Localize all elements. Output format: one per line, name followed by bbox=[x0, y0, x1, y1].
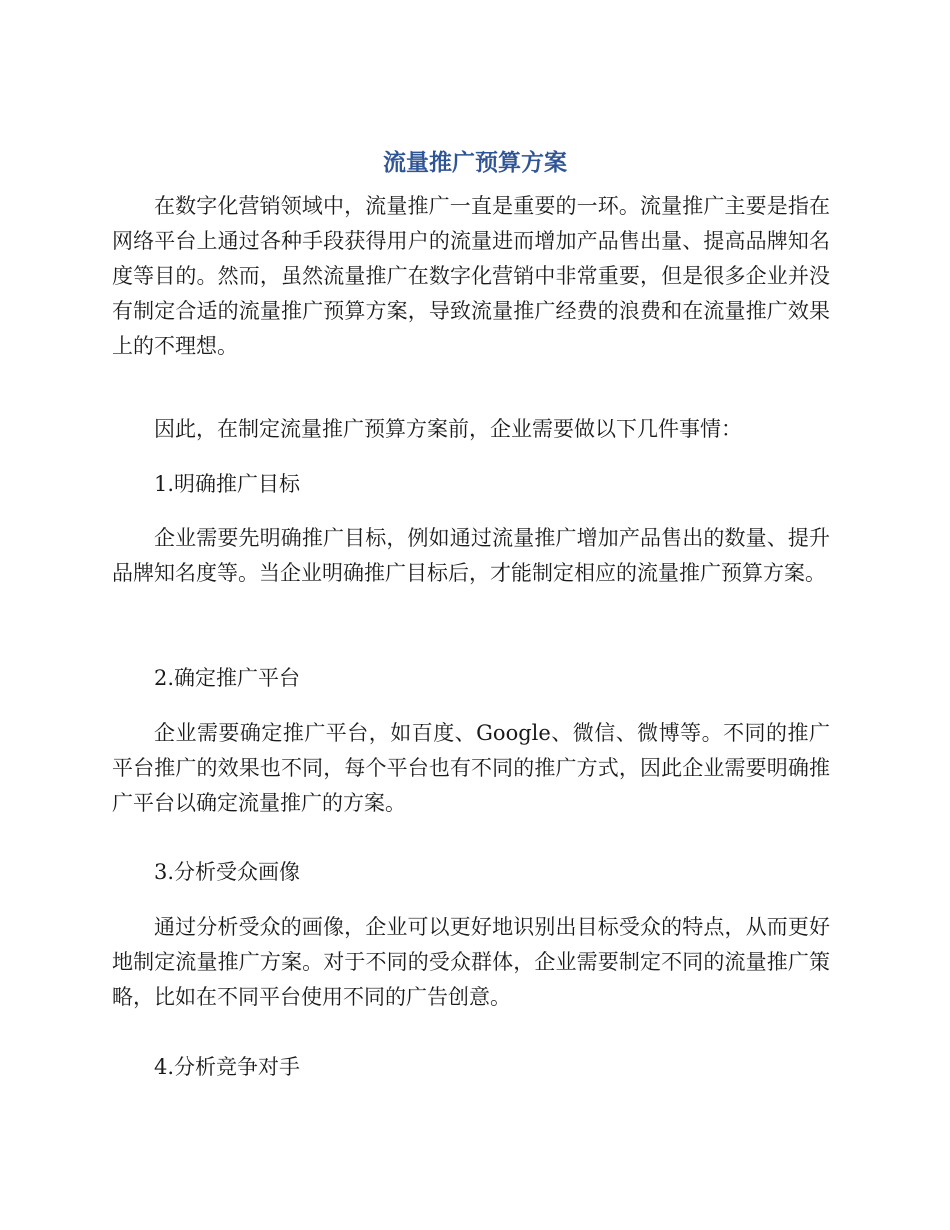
paragraph-preparation: 因此，在制定流量推广预算方案前，企业需要做以下几件事情： bbox=[154, 417, 742, 441]
heading-competitors: 4.分析竞争对手 bbox=[154, 1055, 301, 1079]
paragraph-goal: 企业需要先明确推广目标，例如通过流量推广增加产品售出的数量、提升品牌知名度等。当企业明确推广目标后，才能制定相应的流量推广预算方案。 bbox=[112, 526, 830, 585]
heading-goal: 1.明确推广目标 bbox=[154, 472, 301, 496]
paragraph-audience: 通过分析受众的画像，企业可以更好地识别出目标受众的特点，从而更好地制定流量推广方案。对于不同的受众群体，企业需要制定不同的流量推广策略，比如在不同平台使用不同的广告创意。 bbox=[112, 915, 830, 1009]
heading-audience: 3.分析受众画像 bbox=[154, 860, 301, 884]
paragraph-intro: 在数字化营销领域中，流量推广一直是重要的一环。流量推广主要是指在网络平台上通过各种手段获得用户的流量进而增加产品售出量、提高品牌知名度等目的。然而，虽然流量推广在数字化营销中非常重要，但是很多企业并没有制定合适的流量推广预算方案，导致流量推广经费的浪费和在流量推广效果上的不理想。 bbox=[112, 194, 830, 358]
document-title: 流量推广预算方案 bbox=[383, 150, 567, 176]
paragraph-platform: 企业需要确定推广平台，如百度、Google、微信、微博等。不同的推广平台推广的效果也不同，每个平台也有不同的推广方式，因此企业需要明确推广平台以确定流量推广的方案。 bbox=[112, 721, 830, 815]
heading-platform: 2.确定推广平台 bbox=[154, 666, 301, 690]
